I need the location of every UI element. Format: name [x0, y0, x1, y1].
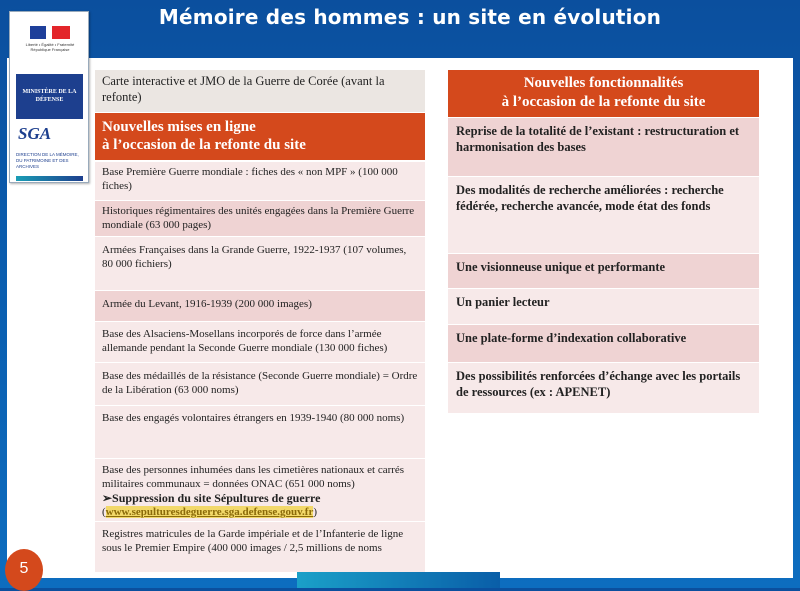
feature-item: Une visionneuse unique et performante — [448, 254, 759, 288]
pre-refonte-item: Carte interactive et JMO de la Guerre de Corée (avant la refonte) — [95, 70, 425, 112]
list-item: Armées Françaises dans la Grande Guerre, 1922-1937 (107 volumes, 80 000 fichiers) — [95, 237, 425, 290]
list-item: Armée du Levant, 1916-1939 (200 000 images) — [95, 291, 425, 321]
feature-item: Des possibilités renforcées d’échange avec les portails de ressources (ex : APENET) — [448, 363, 759, 413]
feature-item: Reprise de la totalité de l’existant : restructuration et harmonisation des bases — [448, 118, 759, 176]
sepultures-link[interactable]: www.sepulturesdeguerre.sga.defense.gouv.fr — [105, 506, 314, 518]
sga-logo: SGA — [18, 124, 52, 143]
suppression-note: ➢Suppression du site Sépultures de guerre — [102, 491, 321, 505]
right-header-line2: à l’occasion de la refonte du site — [501, 94, 706, 110]
list-item: Base des Alsaciens-Mosellans incorporés de force dans l’armée allemande pendant la Seconde Guerre mondiale (130 000 fiches) — [95, 322, 425, 362]
ministry-logo — [9, 11, 89, 183]
list-item-text: Base des personnes inhumées dans les cimetières nationaux et carrés militaires communaux = données ONAC (651 000 noms) — [102, 464, 405, 490]
list-item: Registres matricules de la Garde impériale et de l’Infanterie de ligne sous le Premier Empire (400 000 images / 2,5 millions de noms — [95, 522, 425, 572]
right-header-line1: Nouvelles fonctionnalités — [523, 75, 684, 91]
list-item: Base des engagés volontaires étrangers en 1939-1940 (80 000 noms) — [95, 406, 425, 458]
footer-tab — [297, 572, 500, 588]
list-item: Base des médaillés de la résistance (Seconde Guerre mondiale) = Ordre de la Libération (63 000 noms) — [95, 363, 425, 405]
left-header — [95, 113, 425, 160]
left-header-line1: Nouvelles mises en ligne — [102, 119, 256, 135]
marianne-flag-icon — [30, 26, 70, 39]
ministry-name: MINISTÈRE DE LA DÉFENSE — [16, 74, 83, 119]
feature-item: Un panier lecteur — [448, 289, 759, 324]
left-header-line2: à l’occasion de la refonte du site — [102, 137, 306, 153]
direction-name: DIRECTION DE LA MÉMOIRE, DU PATRIMOINE ET DES ARCHIVES — [16, 152, 79, 169]
page-number-badge: 5 — [5, 549, 43, 591]
list-item: Base Première Guerre mondiale : fiches des « non MPF » (100 000 fiches) — [95, 162, 425, 200]
republic-motto: Liberté • Égalité • Fraternité République Française — [25, 42, 75, 52]
right-header — [448, 70, 759, 117]
slide-title: Mémoire des hommes : un site en évolution — [158, 5, 662, 29]
feature-item: Une plate-forme d’indexation collaborative — [448, 325, 759, 362]
logo-bar — [16, 176, 83, 181]
list-item: Historiques régimentaires des unités engagées dans la Première Guerre mondiale (63 000 pages) — [95, 201, 425, 236]
list-item-sepultures: Base des personnes inhumées dans les cimetières nationaux et carrés militaires communaux = données ONAC (651 000 noms) ➢Suppression du site Sépultures de guerre (www.sepulturesdeguerre.sga.defense.gouv.fr) — [95, 459, 425, 521]
feature-item: Des modalités de recherche améliorées : recherche fédérée, recherche avancée, mode état des fonds — [448, 177, 759, 253]
